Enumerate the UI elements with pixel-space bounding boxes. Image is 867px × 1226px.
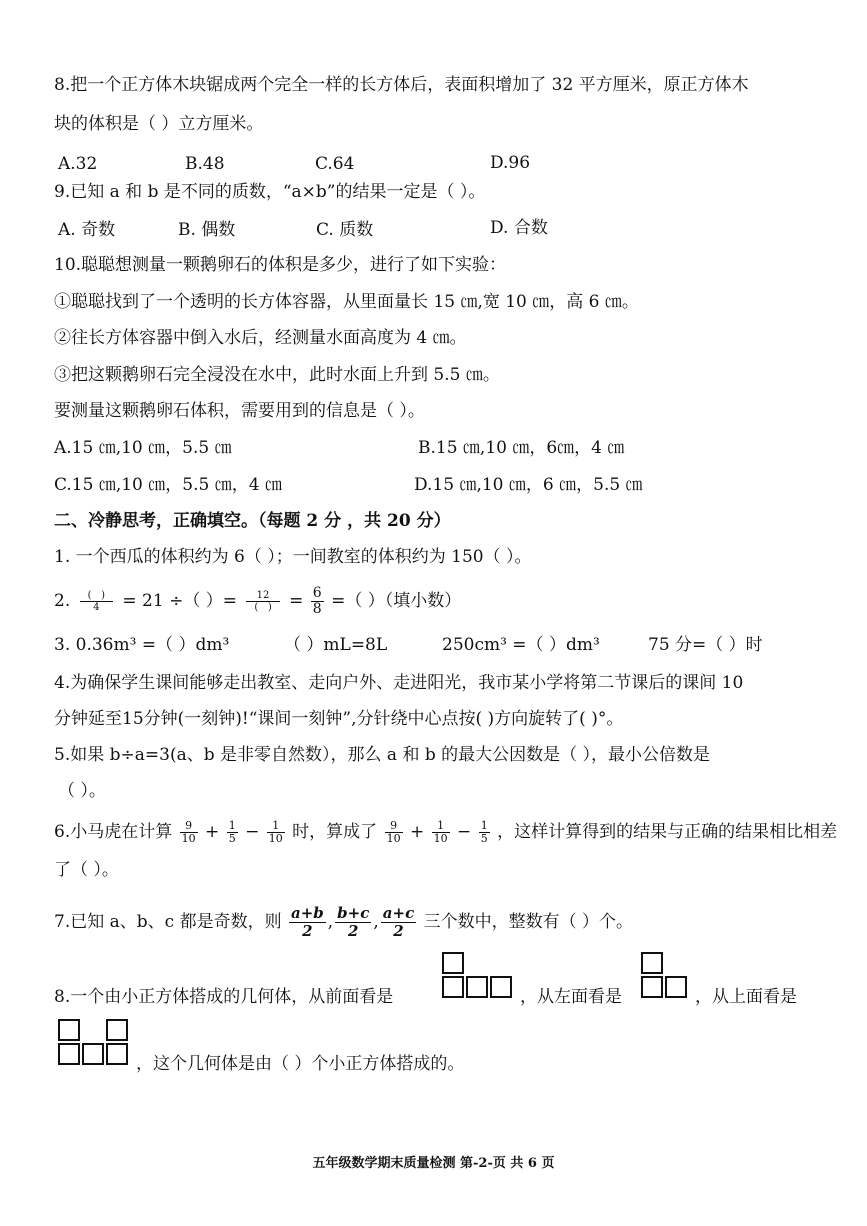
top-view-cell	[82, 1043, 104, 1065]
left-view-cell	[641, 952, 663, 974]
fill-q8-line2: ，这个几何体是由（ ）个小正方体搭成的。	[136, 1054, 465, 1074]
q10-option-c: C.15 ㎝,10 ㎝，5.5 ㎝，4 ㎝	[54, 475, 282, 495]
top-view-cell	[58, 1043, 80, 1065]
page-footer: 五年级数学期末质量检测 第-2-页 共 6 页	[312, 1156, 555, 1171]
fill-q8-pre: 8.一个由小正方体搭成的几何体，从前面看是	[54, 987, 394, 1007]
fill-q2-fraction-1-den: 4	[93, 602, 100, 613]
fill-q2-number: 2.	[54, 591, 71, 611]
section-2-heading: 二、冷静思考，正确填空。（每题 2 分 ，共 20 分）	[54, 511, 451, 531]
fill-q4-line2: 分钟延至15分钟(一刻钟)!“课间一刻钟”,分针绕中心点按( )方向旋转了( )°。	[54, 709, 624, 729]
top-view-cell	[106, 1043, 128, 1065]
fill-q2-fraction-2: 12 ( )	[246, 590, 279, 613]
q10-option-a: A.15 ㎝,10 ㎝，5.5 ㎝	[54, 438, 232, 458]
fill-q6-line1	[54, 820, 837, 845]
q9-option-a: A. 奇数	[58, 220, 116, 240]
fill-q7-frac3: $\frac{a+c}{2}$	[382, 904, 415, 940]
fill-q6-e1-frac1: $\frac{9}{10}$	[181, 819, 196, 845]
front-view-figure	[442, 952, 518, 1004]
fill-q8-post: ，从上面看是	[695, 987, 797, 1007]
fill-q5-line2: （ ）。	[58, 781, 106, 801]
q8-option-c: C.64	[315, 154, 355, 174]
left-view-cell	[641, 976, 663, 998]
fill-q1: 1. 一个西瓜的体积约为 6（ ）；一间教室的体积约为 150（ ）。	[54, 547, 532, 567]
left-view-cell	[665, 976, 687, 998]
fill-q4-line1: 4.为确保学生课间能够走出教室、走向户外、走进阳光，我市某小学将第二节课后的课间 10	[54, 673, 744, 693]
q8-option-a: A.32	[58, 154, 98, 174]
fill-q7: 7.已知 a、b、c 都是奇数，则 $\frac{a+b}{2}$ , $\frac{b+c}{2}$ , $\frac{a+c}{2}$ 三个数中，整数有（ ）个。	[54, 904, 634, 940]
q8-option-b: B.48	[185, 154, 225, 174]
fill-q7-frac2: $\frac{b+c}{2}$	[337, 904, 370, 940]
fill-q6-e2-frac3: $\frac{1}{5}$	[480, 819, 488, 845]
q10-step-3: ③把这颗鹅卵石完全浸没在水中，此时水面上升到 5.5 ㎝。	[54, 365, 500, 385]
fill-q6-e2-minus: −	[457, 822, 472, 842]
q10-step-2: ②往长方体容器中倒入水后，经测量水面高度为 4 ㎝。	[54, 328, 467, 348]
top-view-figure	[58, 1019, 134, 1071]
fill-q6-e1-plus: +	[205, 822, 220, 842]
fill-q2-fraction-3-den: 8	[312, 601, 322, 617]
fill-q3-a: 3. 0.36m³ =（ ）dm³	[54, 635, 230, 655]
fill-q6-e2-frac2: $\frac{1}{10}$	[433, 819, 448, 845]
fill-q7-frac1: $\frac{a+b}{2}$	[290, 904, 324, 940]
fill-q6-e1-frac2: $\frac{1}{5}$	[228, 819, 236, 845]
fill-q2-mid-1: = 21 ÷（ ）=	[122, 591, 237, 611]
fill-q2-fraction-3-num: 6	[312, 585, 322, 601]
front-view-cell	[490, 976, 512, 998]
top-view-cell	[58, 1019, 80, 1041]
fill-q2-fraction-2-num: 12	[246, 590, 279, 602]
fill-q2	[54, 586, 461, 617]
front-view-cell	[442, 976, 464, 998]
fill-q2-fraction-1: ( ) 4	[80, 590, 113, 613]
top-view-cell	[106, 1019, 128, 1041]
fill-q6-e1-minus: −	[245, 822, 260, 842]
fill-q3-d: 75 分=（ ）时	[648, 635, 763, 655]
front-view-cell	[442, 952, 464, 974]
q8-mc-line2: 块的体积是（ ）立方厘米。	[54, 114, 264, 134]
fill-q6-pre: 6.小马虎在计算	[54, 822, 173, 842]
fill-q7-pre: 7.已知 a、b、c 都是奇数，则	[54, 912, 282, 932]
front-view-cell	[466, 976, 488, 998]
fill-q6-line2: 了（ ）。	[54, 860, 119, 880]
q10-step-1: ①聪聪找到了一个透明的长方体容器，从里面量长 15 ㎝,宽 10 ㎝，高 6 ㎝。	[54, 292, 639, 312]
fill-q3-c: 250cm³ =（ ）dm³	[442, 635, 600, 655]
fill-q2-mid-2: =	[289, 591, 304, 611]
q10-question: 要测量这颗鹅卵石体积，需要用到的信息是（ ）。	[54, 401, 425, 421]
fill-q3-b: （ ）mL=8L	[284, 635, 388, 655]
fill-q7-post: 三个数中，整数有（ ）个。	[423, 912, 634, 932]
q10-option-d: D.15 ㎝,10 ㎝，6 ㎝，5.5 ㎝	[414, 475, 643, 495]
fill-q6-e2-plus: +	[409, 822, 425, 842]
fill-q6-e1-frac3: $\frac{1}{10}$	[268, 819, 283, 845]
q10-intro: 10.聪聪想测量一颗鹅卵石的体积是多少，进行了如下实验：	[54, 255, 507, 275]
fill-q2-fraction-3	[311, 586, 324, 617]
q9-option-b: B. 偶数	[178, 220, 236, 240]
q8-option-d: D.96	[490, 153, 531, 173]
fill-q5-line1: 5.如果 b÷a=3(a、b 是非零自然数），那么 a 和 b 的最大公因数是（ ），最小公倍数是	[54, 745, 711, 765]
fill-q2-tail: =（ ）（填小数）	[331, 591, 462, 611]
q10-option-b: B.15 ㎝,10 ㎝，6㎝，4 ㎝	[418, 438, 625, 458]
fill-q8-mid: ，从左面看是	[520, 987, 622, 1007]
q9-option-d: D. 合数	[490, 218, 548, 238]
q8-mc-line1: 8.把一个正方体木块锯成两个完全一样的长方体后，表面积增加了 32 平方厘米，原正方体木	[54, 75, 749, 95]
left-view-figure	[641, 952, 693, 1004]
q9-mc-line: 9.已知 a 和 b 是不同的质数，“a×b”的结果一定是（ ）。	[54, 182, 486, 202]
fill-q6-mid: 时，算成了	[292, 822, 378, 842]
fill-q6-e2-frac1: $\frac{9}{10}$	[386, 819, 401, 845]
fill-q6-post: ，这样计算得到的结果与正确的结果相比相差	[497, 822, 838, 842]
q9-option-c: C. 质数	[316, 220, 374, 240]
